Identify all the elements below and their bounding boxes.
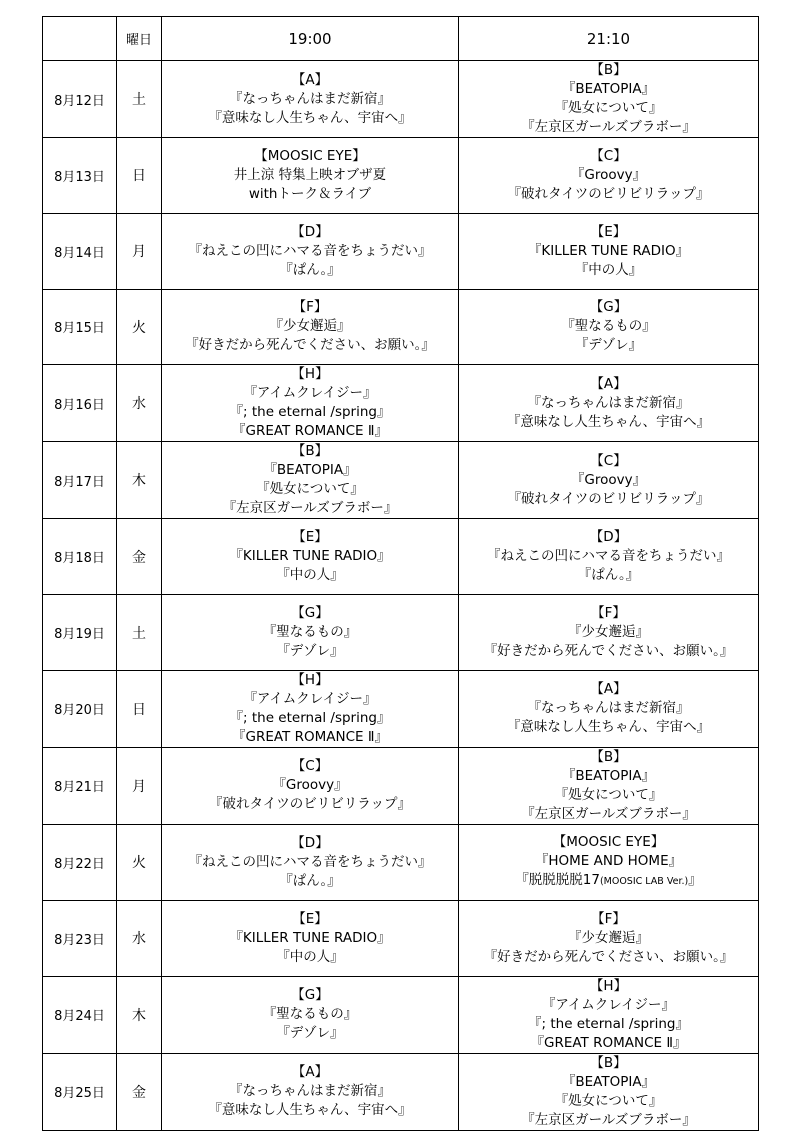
weekday-cell: 日: [117, 138, 162, 214]
slot2-program-cell: [459, 1053, 759, 1130]
program-group-label: 【G】: [291, 605, 329, 622]
program-group-label: 【B】: [590, 62, 627, 78]
weekday-cell: 木: [117, 976, 162, 1053]
program-group-label: 【C】: [291, 758, 329, 775]
program-title: 『ぱん。』: [279, 261, 341, 278]
program-title: 『処女について』: [554, 786, 663, 803]
program-title: 『少女邂逅』: [568, 624, 649, 641]
program-title: 『中の人』: [574, 261, 643, 278]
weekday-cell: 水: [117, 365, 162, 442]
program-title: 『BEATOPIA』: [561, 81, 656, 97]
weekday-cell: 火: [117, 289, 162, 365]
program-title: 『ぱん。』: [279, 872, 341, 889]
schedule-row: [43, 138, 759, 214]
program-group-label: 【C】: [590, 452, 627, 469]
date-cell: 8月20日: [43, 670, 117, 747]
program-title: 『; the eternal /spring』: [528, 1015, 689, 1032]
slot1-program-cell: [162, 289, 459, 365]
date-cell: 8月23日: [43, 900, 117, 976]
program-title: 『少女邂逅』: [269, 318, 351, 335]
program-group-label: 【F】: [292, 299, 328, 316]
program-title-close: 』: [688, 872, 702, 889]
program-title: 『Groovy』: [570, 471, 647, 488]
program-title: 『Groovy』: [272, 777, 348, 794]
program-group-label: 【B】: [590, 1054, 627, 1071]
weekday-cell: 火: [117, 824, 162, 900]
slot2-program-cell: [459, 442, 759, 519]
program-title: 『処女について』: [256, 481, 364, 498]
weekday-cell: 土: [117, 61, 162, 138]
schedule-row: [43, 670, 759, 747]
program-group-label: 【MOOSIC EYE】: [254, 147, 366, 164]
slot1-program-cell: [162, 365, 459, 442]
program-title: 『聖なるもの』: [262, 1006, 358, 1023]
program-title: 『BEATOPIA』: [263, 462, 357, 479]
slot2-program-cell: [459, 213, 759, 289]
schedule-row: [43, 213, 759, 289]
program-title: 『なっちゃんはまだ新宿』: [229, 1083, 391, 1100]
program-title: 『アイムクレイジー』: [541, 996, 676, 1013]
slot1-program-cell: [162, 213, 459, 289]
program-title: [459, 871, 758, 891]
date-cell: 8月15日: [43, 289, 117, 365]
slot2-program-cell: [459, 595, 759, 671]
program-group-label: 【A】: [291, 1064, 329, 1081]
slot2-program-cell: [459, 365, 759, 442]
program-title: 『GREAT ROMANCE Ⅱ』: [232, 423, 388, 440]
program-group-label: 【D】: [589, 529, 628, 546]
program-title: 『少女邂逅』: [568, 929, 649, 946]
schedule-row: [43, 747, 759, 824]
program-title: 『BEATOPIA』: [561, 767, 656, 784]
slot2-program-cell: [459, 670, 759, 747]
program-title: 『デゾレ』: [574, 337, 643, 354]
program-title: 『破れタイツのビリビリラップ』: [209, 796, 411, 813]
program-title: 『HOME AND HOME』: [534, 853, 683, 870]
program-title: 『ねえこの凹にハマる音をちょうだい』: [188, 853, 432, 870]
program-title: 『意味なし人生ちゃん、宇宙へ』: [208, 1102, 412, 1119]
program-title: 『左京区ガールズブラボー』: [222, 500, 398, 517]
program-title: 『なっちゃんはまだ新宿』: [527, 394, 690, 411]
schedule-row: [43, 976, 759, 1053]
date-cell: 8月19日: [43, 595, 117, 671]
program-title: 『好きだから死んでください、お願い。』: [483, 948, 734, 965]
program-title: 『BEATOPIA』: [561, 1073, 656, 1090]
schedule-row: [43, 289, 759, 365]
program-title: 『処女について』: [554, 100, 663, 116]
program-title: 『アイムクレイジー』: [243, 690, 377, 707]
program-title: 『GREAT ROMANCE Ⅱ』: [232, 728, 388, 745]
program-group-label: 【B】: [590, 748, 627, 765]
program-group-label: 【D】: [291, 223, 329, 240]
weekday-cell: 土: [117, 595, 162, 671]
schedule-row: [43, 824, 759, 900]
program-title: 『ねえこの凹にハマる音をちょうだい』: [188, 242, 432, 259]
program-title: 『; the eternal /spring』: [229, 404, 391, 421]
program-title: 『なっちゃんはまだ新宿』: [229, 90, 391, 107]
weekday-cell: 日: [117, 670, 162, 747]
program-group-label: 【C】: [590, 147, 627, 164]
schedule-row: [43, 365, 759, 442]
weekday-cell: 金: [117, 519, 162, 595]
program-title: 『デゾレ』: [276, 643, 344, 660]
slot1-program-cell: [162, 1053, 459, 1130]
schedule-row: [43, 442, 759, 519]
program-title: 『意味なし人生ちゃん、宇宙へ』: [506, 413, 711, 430]
slot2-program-cell: [459, 289, 759, 365]
program-title: 『Groovy』: [570, 166, 647, 183]
date-header: [43, 17, 117, 61]
program-title: 『KILLER TUNE RADIO』: [229, 548, 391, 565]
program-title: 『GREAT ROMANCE Ⅱ』: [530, 1034, 687, 1051]
program-group-label: 【H】: [291, 671, 329, 688]
schedule-row: [43, 1053, 759, 1130]
program-title: 『デゾレ』: [276, 1025, 344, 1042]
program-title-main: 『脱脱脱脱17: [515, 872, 600, 889]
schedule-row: [43, 900, 759, 976]
program-title: 『左京区ガールズブラボー』: [521, 805, 696, 822]
program-title: 『ねえこの凹にハマる音をちょうだい』: [487, 548, 730, 565]
slot2-program-cell: [459, 824, 759, 900]
weekday-cell: 水: [117, 900, 162, 976]
program-title: 『破れタイツのビリビリラップ』: [507, 185, 710, 202]
slot1-program-cell: [162, 61, 459, 138]
program-group-label: 【A】: [590, 375, 627, 392]
slot2-program-cell: [459, 900, 759, 976]
header-row: [43, 17, 759, 61]
program-group-label: 【B】: [291, 443, 329, 460]
program-title: 『中の人』: [276, 948, 344, 965]
slot1-program-cell: [162, 900, 459, 976]
slot1-program-cell: [162, 595, 459, 671]
slot1-header: 19:00: [162, 17, 459, 61]
program-title: 『なっちゃんはまだ新宿』: [527, 700, 690, 717]
date-cell: 8月12日: [43, 61, 117, 138]
slot1-program-cell: [162, 824, 459, 900]
slot1-program-cell: [162, 747, 459, 824]
program-group-label: 【E】: [590, 223, 627, 240]
slot1-program-cell: [162, 519, 459, 595]
program-group-label: 【H】: [291, 366, 329, 383]
date-cell: 8月13日: [43, 138, 117, 214]
program-group-label: 【F】: [591, 910, 626, 927]
date-cell: 8月24日: [43, 976, 117, 1053]
schedule-row: [43, 595, 759, 671]
date-cell: 8月22日: [43, 824, 117, 900]
program-title: 『左京区ガールズブラボー』: [521, 119, 696, 135]
program-title: 『破れタイツのビリビリラップ』: [507, 490, 710, 507]
schedule-row: [43, 61, 759, 138]
weekday-cell: 月: [117, 747, 162, 824]
program-title-version: (MOOSIC LAB Ver.): [599, 876, 689, 888]
program-title: 井上涼 特集上映オブザ夏: [233, 166, 387, 183]
slot2-program-cell: [459, 976, 759, 1053]
program-group-label: 【F】: [591, 605, 626, 622]
date-cell: 8月16日: [43, 365, 117, 442]
slot2-program-cell: [459, 138, 759, 214]
program-group-label: 【G】: [291, 987, 329, 1004]
program-title: 『意味なし人生ちゃん、宇宙へ』: [208, 109, 412, 126]
program-title: 『聖なるもの』: [262, 624, 358, 641]
screening-schedule-table: [42, 16, 759, 1131]
program-title: 『意味なし人生ちゃん、宇宙へ』: [506, 719, 711, 736]
program-group-label: 【G】: [589, 299, 628, 316]
date-cell: 8月18日: [43, 519, 117, 595]
program-title: 『中の人』: [276, 567, 344, 584]
program-group-label: 【E】: [292, 910, 328, 927]
date-cell: 8月14日: [43, 213, 117, 289]
date-cell: 8月25日: [43, 1053, 117, 1130]
date-cell: 8月17日: [43, 442, 117, 519]
program-title: 『; the eternal /spring』: [229, 709, 391, 726]
program-title: 『ぱん。』: [577, 567, 640, 584]
slot1-program-cell: [162, 670, 459, 747]
schedule-row: [43, 519, 759, 595]
program-group-label: 【A】: [590, 681, 627, 698]
program-title: 『左京区ガールズブラボー』: [521, 1111, 696, 1128]
program-title: 『聖なるもの』: [561, 318, 656, 335]
program-group-label: 【H】: [589, 977, 628, 994]
program-title: 『処女について』: [554, 1092, 663, 1109]
weekday-header: 曜日: [117, 17, 162, 61]
program-group-label: 【D】: [291, 834, 329, 851]
program-title: 『KILLER TUNE RADIO』: [527, 242, 690, 259]
date-cell: 8月21日: [43, 747, 117, 824]
slot1-program-cell: [162, 138, 459, 214]
program-title: 『KILLER TUNE RADIO』: [229, 929, 391, 946]
schedule-body: [43, 61, 759, 1131]
program-group-label: 【MOOSIC EYE】: [552, 834, 665, 851]
weekday-cell: 月: [117, 213, 162, 289]
slot2-program-cell: [459, 519, 759, 595]
program-title: 『好きだから死んでください、お願い。』: [483, 643, 734, 660]
slot2-program-cell: [459, 61, 759, 138]
weekday-cell: 金: [117, 1053, 162, 1130]
program-group-label: 【A】: [291, 71, 329, 88]
weekday-cell: 木: [117, 442, 162, 519]
slot2-program-cell: [459, 747, 759, 824]
program-group-label: 【E】: [292, 529, 328, 546]
program-title: 『アイムクレイジー』: [243, 385, 377, 402]
slot2-header: 21:10: [459, 17, 759, 61]
slot1-program-cell: [162, 442, 459, 519]
program-title: 『好きだから死んでください、お願い。』: [185, 337, 435, 354]
slot1-program-cell: [162, 976, 459, 1053]
program-title: withトーク＆ライブ: [248, 185, 372, 202]
